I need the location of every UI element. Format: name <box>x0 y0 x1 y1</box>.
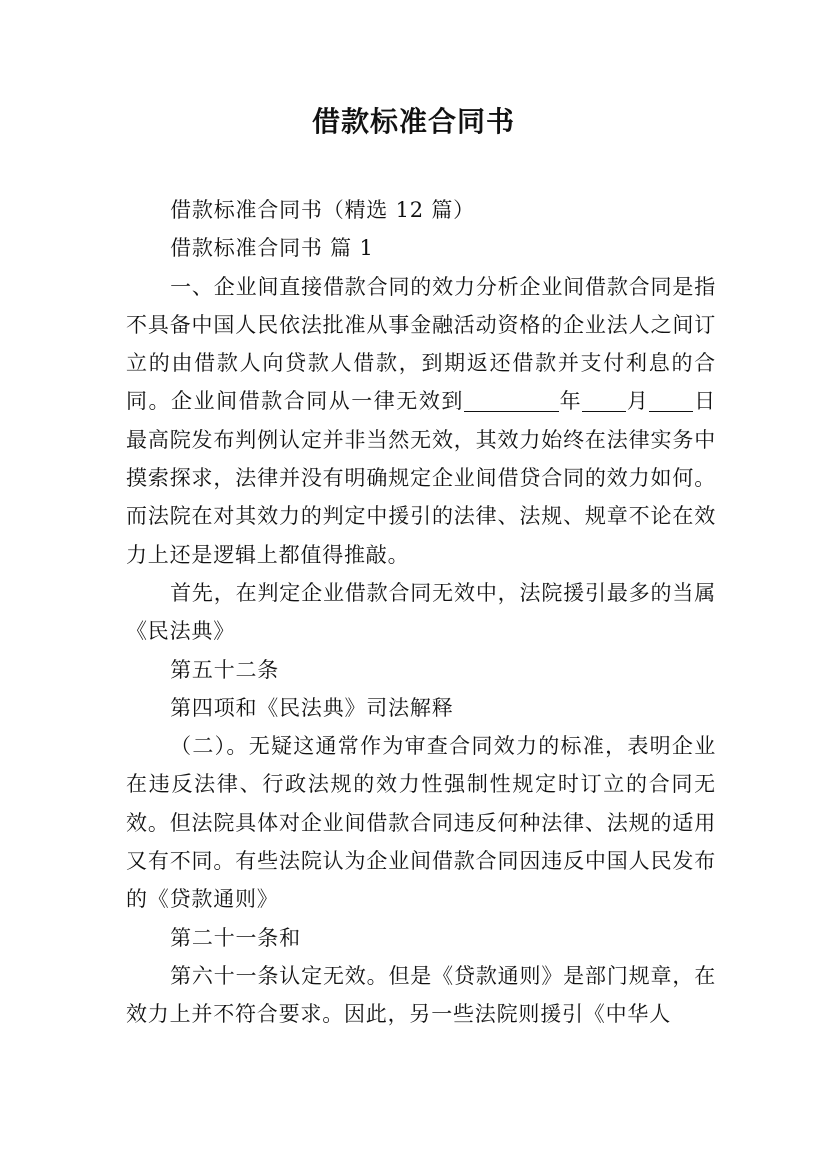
document-subtitle: 借款标准合同书（精选 12 篇） <box>170 198 475 222</box>
paragraph-1-text-a: 一、企业间直接借款合同的效力分析企业间借款合同是指不具备中国人民依法批准从事金融活动资格的企业法人之间订立的由借款人向贷款人借款，到期返还借款并支付利息的合同。企业间借款合同从一律无效到 <box>126 274 716 414</box>
paragraph-1-year-label: 年 <box>558 389 583 414</box>
paragraph-2: 首先，在判定企业借款合同无效中，法院援引最多的当属《民法典》 <box>126 580 716 644</box>
document-body <box>126 191 716 1034</box>
date-blank-month <box>582 390 626 412</box>
paragraph-4: 第六十一条认定无效。但是《贷款通则》是部门规章，在效力上并不符合要求。因此，另一些法院则援引《中华人 <box>126 963 716 1027</box>
paragraph-1-text-b: 日最高院发布判例认定并非当然无效，其效力始终在法律实务中摸索探求，法律并没有明确规定企业间借贷合同的效力如何。而法院在对其效力的判定中援引的法律、法规、规章不论在效力上还是逻辑上都值得推敲。 <box>126 389 716 567</box>
item-4-line: 第四项和《民法典》司法解释 <box>170 695 454 720</box>
article-52-line: 第五十二条 <box>170 657 280 682</box>
paragraph-3: （二）。无疑这通常作为审查合同效力的标准，表明企业在违反法律、行政法规的效力性强制性规定时订立的合同无效。但法院具体对企业间借款合同违反何种法律、法规的适用又有不同。有些法院认为企业间借款合同因违反中国人民发布的《贷款通则》 <box>126 734 716 912</box>
section-heading: 借款标准合同书 篇 1 <box>170 236 374 261</box>
date-blank-day <box>649 390 693 412</box>
article-21-line: 第二十一条和 <box>170 925 301 950</box>
paragraph-1-month-label: 月 <box>626 389 650 414</box>
paragraph-1 <box>126 268 716 574</box>
document-title: 借款标准合同书 <box>311 105 515 138</box>
date-blank-year <box>464 390 559 412</box>
